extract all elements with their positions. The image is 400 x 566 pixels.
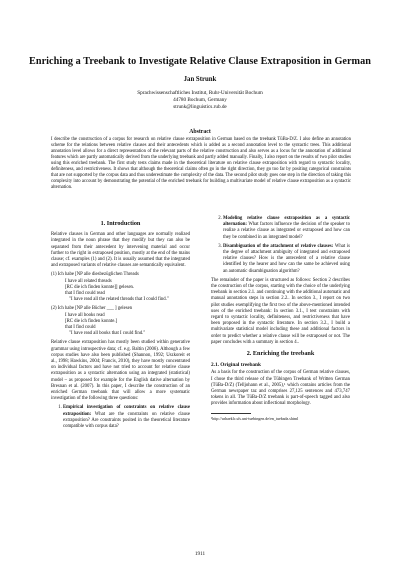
section-heading: 2. Enriching the treebank	[246, 350, 315, 358]
question-list-continued	[211, 216, 350, 275]
abstract-text: I describe the construction of a corpus for research on relative clause extraposition in German based on the treebank TüBa-D/Z. I also define an annotation scheme for the relations between relative clauses and their antecedents which is added as a second annotation level to the syntactic trees. This additional annotation level allows for a direct representation of the relevant parts of the relative construction and also serves as a locus for the annotation of additional features which are partly automatically derived from the underlying treebank and partly added manually. Finally, I also report on the results of two pilot studies using this enriched treebank. The first study tests claims made in the theoretical literature on relative clause extraposition with regard to syntactic locality, definiteness, and restrictiveness. It shows that although the theoretical claims often go in the right direction, they go too far by positing categorical constraints that are not supported by the corpus data and thus underestimate the complexity of the data. The second pilot study goes one step in the direction of taking this complexity into account by demonstrating the potential of the enriched treebank for building a multivariate model of relative clause extraposition as a syntactic alternation.	[51, 137, 351, 190]
affiliation-line: 44780 Bochum, Germany	[173, 97, 227, 103]
question-list	[51, 405, 190, 430]
example-gloss: that I find could read	[65, 291, 105, 297]
example-line: [RC die ich finden konnte.]	[65, 318, 118, 324]
example-gloss: I have all related threads	[65, 278, 112, 284]
example-gloss: I have all books read	[65, 312, 105, 318]
list-item: 1. Empirical investigation of constraints on relative clause extraposition: What are the constraints on relative clause extraposition? Are constraints posited in the theoretical literature compatible with corpus data?	[63, 405, 190, 430]
paragraph: As a basis for the construction of the corpus of German relative clauses, I chose the third release of the Tübingen Treebank of Written German (TüBa-D/Z) (Telljohann et al., 2005),¹ which contains articles from the German newspaper taz and comprises 27,125 sentences and 473,747 tokens in all. The TüBa-D/Z treebank is part-of-speech tagged and also provides information about inflectional morphology.	[211, 370, 350, 407]
example-translation: "I have read all the related threads that I could find."	[69, 297, 169, 303]
example-line: (2) Ich habe [NP alle Bücher ___ ] gelesen	[51, 306, 133, 312]
paragraph: Relative clauses in German and other languages are normally realized integrated in the noun phrase that they modify but they can also be separated from their antecedent by intervening material and occur further to the right in extraposed position, mostly at the end of the mains clause; cf. examples (1) and (2). It is usually assumed that the integrated and extraposed variants of relative clauses are semantically equivalent.	[51, 232, 190, 269]
list-item: 3. Disambiguation of the attachment of relative clauses: What is the degree of attachment ambiguity of integrated and extraposed relative clauses? How is the antecedent of a relative clause identified by the hearer and how can the same be achieved using an automatic disambiguation algorithm?	[223, 244, 350, 275]
paper-title: Enriching a Treebank to Investigate Relative Clause Extraposition in German	[29, 56, 371, 67]
author-name: Jan Strunk	[183, 76, 217, 83]
example-line: (1) Ich habe [NP alle diesbezüglichen Threads	[51, 272, 139, 278]
example-1	[51, 272, 190, 303]
list-item: 2. Modeling relative clause extraposition as a syntactic alternation: What factors influence the decision of the speaker to realize a relative clause as integrated or extraposed and how can they be combined in an integrated model?	[223, 216, 350, 241]
subsection-heading: 2.1. Original treebank	[211, 362, 261, 369]
affiliation-line: Sprachwissenschaftliches Institut, Ruhr-Universität Bochum	[137, 90, 263, 96]
footnote: ¹http://urhaeklc.sfs.uni-tuebingen.de/en_tuebadz.shtml	[211, 415, 299, 421]
footnote-rule	[211, 413, 251, 414]
example-translation: "I have read all books that I could find."	[69, 331, 146, 337]
example-line: [RC die ich finden konnte]] gelesen.	[65, 284, 135, 290]
page-number: 1911	[194, 551, 206, 557]
author-email: strunk@linguistics.rub.de	[173, 104, 227, 110]
right-column	[211, 216, 350, 421]
paragraph: Relative clause extraposition has mostly been studied within generative grammar using introspective data; cf. e.g. Baltin (2006). Although a few corpus studies have also been published (Shannon, 1992; Uszkoreit et al., 1998; Hawkins, 2004; Francis, 2010), they have mostly concentrated on individual factors and have not tried to account for relative clause extraposition as a syntactic alternation using an integrated (statistical) model – as proposed for example for the English dative alternation by Bresnan et al. (2007). In this paper, I describe the construction of an enriched German treebank that will allow a more systematic investigation of the following three questions:	[51, 340, 190, 402]
example-gloss: that I find could	[65, 325, 96, 331]
paragraph: The remainder of the paper is structured as follows: Section 2 describes the construction of the corpus, starting with the choice of the underlying treebank in section 2.1. and continuing with the additional automatic and manual annotation steps in section 2.2.. In section 3., I report on two pilot studies exemplifying the first two of the above-mentioned intended uses of the enriched treebank: In section 3.1., I test constraints with regard to syntactic locality, definiteness, and restrictiveness that have been proposed in the syntactic literature. In section 3.2., I build a multivariate statistical model including these and additional factors in order to predict whether a relative clause will be extraposed or not. The paper concludes with a summary in section 4..	[211, 277, 350, 345]
abstract-heading: Abstract	[189, 129, 211, 135]
left-column	[51, 216, 190, 433]
affiliation-block	[0, 90, 400, 111]
example-2	[51, 306, 190, 337]
section-heading: 1. Introduction	[100, 220, 141, 227]
